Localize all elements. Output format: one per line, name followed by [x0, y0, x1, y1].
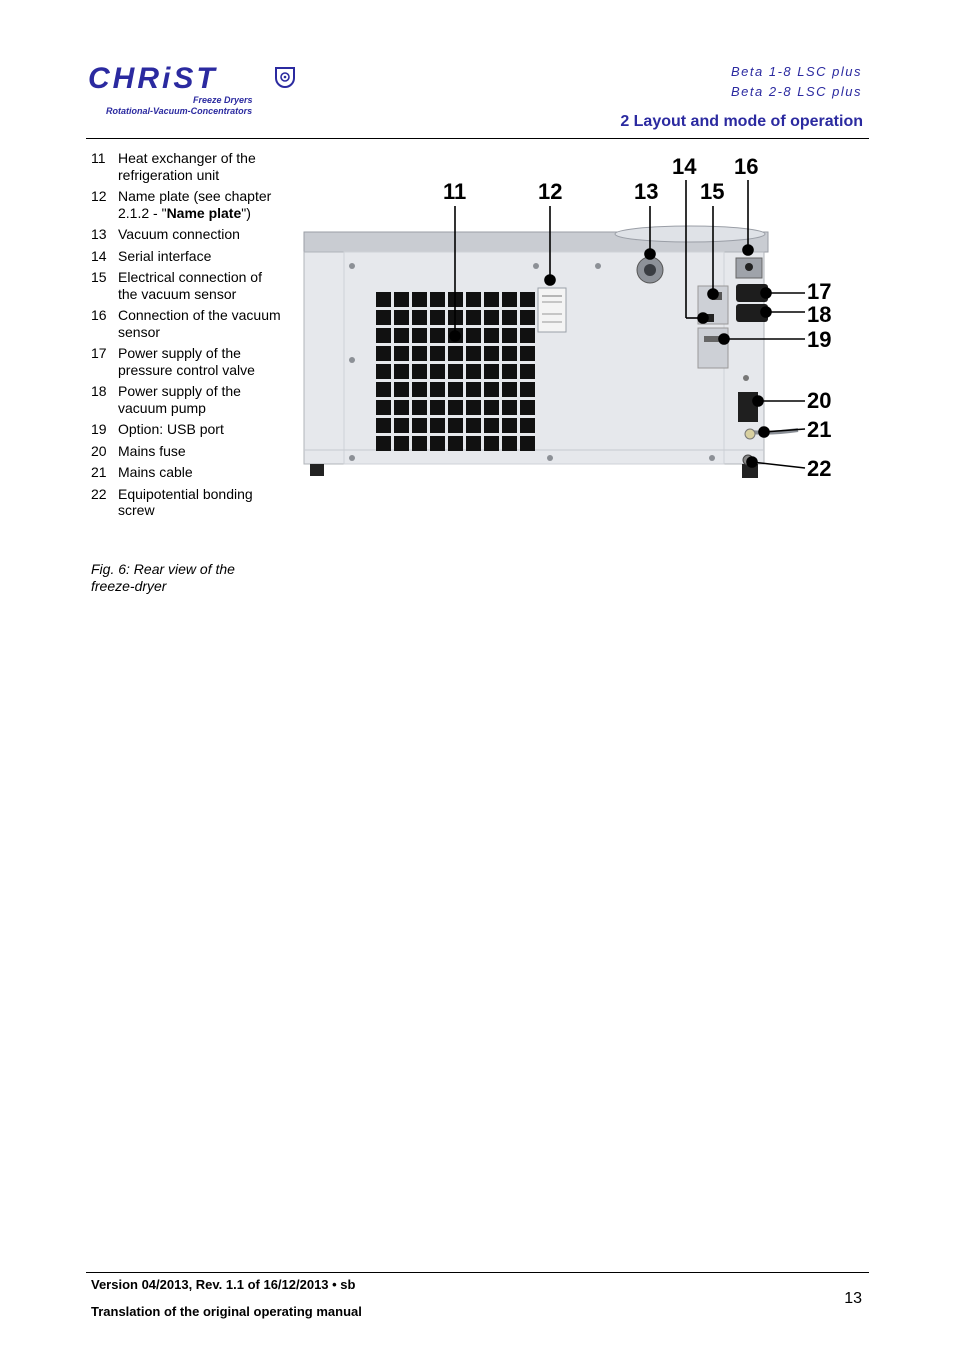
grille-cell — [412, 346, 427, 361]
model-name-2: Beta 2-8 LSC plus — [730, 84, 862, 99]
grille-cell — [430, 436, 445, 451]
legend-text: Connection of the vacuum sensor — [118, 307, 281, 340]
grille-cell — [430, 346, 445, 361]
translation-note: Translation of the original operating manual — [91, 1304, 362, 1319]
grille-cell — [484, 364, 499, 379]
grille-cell — [502, 328, 517, 343]
grille-cell — [502, 418, 517, 433]
legend-item — [91, 307, 281, 340]
grille-cell — [466, 346, 481, 361]
grille-cell — [394, 292, 409, 307]
callout-15: 15 — [700, 179, 725, 204]
legend-number: 20 — [91, 442, 107, 459]
callout-14: 14 — [672, 154, 697, 179]
grille-cell — [484, 346, 499, 361]
legend-text: Equipotential bonding screw — [118, 485, 253, 518]
grille-cell — [376, 436, 391, 451]
grille-cell — [412, 400, 427, 415]
logo-tagline-2: Rotational-Vacuum-Concentrators — [106, 106, 253, 116]
grille-cell — [394, 382, 409, 397]
grille-cell — [412, 418, 427, 433]
grille-cell — [376, 310, 391, 325]
legend-number: 12 — [91, 188, 107, 204]
legend-number: 16 — [91, 307, 107, 323]
grille-cell — [412, 292, 427, 307]
grille-cell — [448, 436, 463, 451]
grille-cell — [448, 418, 463, 433]
logo-wordmark: CHRiST — [88, 62, 218, 95]
device-chamber-lid — [615, 226, 765, 242]
legend-item — [91, 226, 281, 243]
grille-cell — [502, 400, 517, 415]
grille-cell — [376, 346, 391, 361]
callout-13: 13 — [634, 179, 659, 204]
legend-text: Power supply of the vacuum pump — [118, 383, 241, 416]
legend-text: Option: USB port — [118, 421, 224, 437]
grille-cell — [430, 364, 445, 379]
rear-view-figure — [300, 150, 860, 490]
grille-cell — [448, 364, 463, 379]
grille-cell — [484, 310, 499, 325]
grille-cell — [394, 328, 409, 343]
legend-item — [91, 464, 281, 481]
legend-item — [91, 150, 281, 183]
legend-item — [91, 443, 281, 460]
grille-cell — [520, 310, 535, 325]
grille-cell — [430, 382, 445, 397]
grille-cell — [376, 400, 391, 415]
grille-cell — [466, 310, 481, 325]
grille-cell — [520, 418, 535, 433]
device-foot — [310, 464, 324, 476]
grille-cell — [394, 400, 409, 415]
grille-cell — [412, 310, 427, 325]
grille-cell — [520, 436, 535, 451]
grille-cell — [394, 310, 409, 325]
figure-legend — [91, 150, 281, 524]
legend-item — [91, 345, 281, 378]
grille-cell — [520, 346, 535, 361]
legend-item — [91, 486, 281, 519]
grille-cell — [502, 436, 517, 451]
legend-text: Power supply of the pressure control valve — [118, 345, 255, 378]
grille-cell — [466, 364, 481, 379]
callout-11: 11 — [443, 179, 467, 204]
grille-cell — [466, 328, 481, 343]
grille-cell — [448, 382, 463, 397]
logo-tagline-1: Freeze Dryers — [193, 95, 253, 105]
grille-cell — [430, 400, 445, 415]
grille-cell — [430, 292, 445, 307]
legend-number: 19 — [91, 421, 107, 437]
callout-22: 22 — [807, 456, 832, 481]
grille-cell — [376, 328, 391, 343]
grille-cell — [412, 436, 427, 451]
legend-item — [91, 269, 281, 302]
legend-text: Mains cable — [118, 464, 193, 480]
legend-number: 21 — [91, 464, 107, 480]
page-number: 13 — [844, 1290, 862, 1307]
callout-17: 17 — [807, 279, 832, 304]
callout-18: 18 — [807, 302, 832, 327]
grille-cell — [520, 400, 535, 415]
section-title: 2 Layout and mode of operation — [620, 113, 863, 130]
grille-cell — [466, 292, 481, 307]
legend-number: 14 — [91, 247, 107, 264]
name-plate — [538, 288, 566, 332]
grille-cell — [484, 400, 499, 415]
header-divider — [86, 138, 869, 139]
callout-19: 19 — [807, 327, 832, 352]
legend-number: 18 — [91, 383, 107, 399]
grille-cell — [484, 292, 499, 307]
grille-cell — [502, 382, 517, 397]
figure-caption: Fig. 6: Rear view of the freeze-dryer — [91, 561, 235, 594]
grille-cell — [502, 292, 517, 307]
grille-cell — [484, 418, 499, 433]
grille-cell — [502, 346, 517, 361]
grille-cell — [430, 328, 445, 343]
grille-cell — [484, 328, 499, 343]
grille-cell — [520, 382, 535, 397]
legend-item — [91, 383, 281, 416]
grille-cell — [376, 364, 391, 379]
grille-cell — [376, 418, 391, 433]
grille-cell — [394, 436, 409, 451]
grille-cell — [394, 346, 409, 361]
legend-text: Mains fuse — [118, 442, 186, 459]
grille-cell — [484, 436, 499, 451]
legend-text: ") — [241, 204, 251, 221]
grille-cell — [484, 382, 499, 397]
legend-text: Electrical connection of the vacuum sensor — [118, 269, 262, 302]
legend-text: Vacuum connection — [118, 226, 240, 242]
grille-cell — [466, 418, 481, 433]
grille-cell — [448, 400, 463, 415]
footer-divider — [86, 1272, 869, 1273]
grille-cell — [520, 292, 535, 307]
grille-cell — [502, 364, 517, 379]
legend-text: Heat exchanger of the refrigeration unit — [118, 150, 256, 183]
grille-cell — [520, 328, 535, 343]
legend-text-bold: Name plate — [166, 204, 242, 221]
spiral-logo-icon — [274, 66, 296, 90]
grille-cell — [394, 364, 409, 379]
legend-text: Name plate (see chapter 2.1.2 - " — [118, 188, 272, 221]
grille-cell — [466, 382, 481, 397]
callout-16: 16 — [734, 154, 759, 179]
legend-item — [91, 188, 281, 221]
legend-text: Serial interface — [118, 247, 212, 264]
legend-item — [91, 421, 281, 438]
legend-number: 15 — [91, 269, 107, 285]
callout-21: 21 — [807, 417, 832, 442]
legend-number: 13 — [91, 226, 107, 242]
grille-cell — [394, 418, 409, 433]
grille-cell — [520, 364, 535, 379]
grille-cell — [376, 382, 391, 397]
grille-cell — [412, 328, 427, 343]
legend-number: 17 — [91, 345, 107, 361]
legend-number: 22 — [91, 485, 107, 502]
christ-logo — [88, 62, 318, 118]
grille-cell — [430, 310, 445, 325]
legend-number: 11 — [91, 150, 106, 166]
grille-cell — [466, 400, 481, 415]
grille-cell — [412, 382, 427, 397]
callout-20: 20 — [807, 388, 832, 413]
grille-cell — [502, 310, 517, 325]
grille-cell — [448, 346, 463, 361]
grille-cell — [430, 418, 445, 433]
model-name-1: Beta 1-8 LSC plus — [730, 64, 862, 79]
grille-cell — [466, 436, 481, 451]
grille-cell — [376, 292, 391, 307]
callout-12: 12 — [538, 179, 563, 204]
version-info: Version 04/2013, Rev. 1.1 of 16/12/2013 • sb — [91, 1277, 356, 1292]
legend-item — [91, 248, 281, 265]
grille-cell — [412, 364, 427, 379]
